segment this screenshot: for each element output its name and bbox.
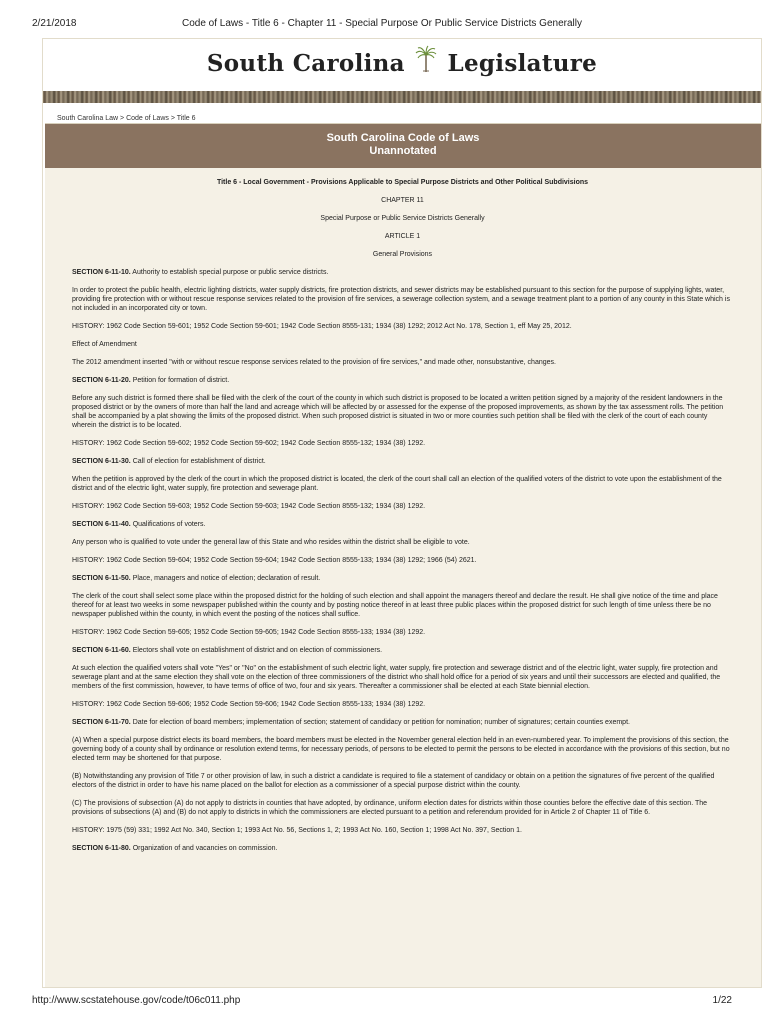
section-paragraph: The clerk of the court shall select some place within the proposed district for the holding of such election and shall appoint the managers thereof and declare the result. He shall give notice of the time and place thereof for at least two weeks in some newspaper published within the county and by posting notice thereof in at least three public places within the proposed district for such length of time unless there be no newspaper published within the county, in which event the posting of the notices shall suffice. <box>72 593 718 618</box>
section-paragraph: At such election the qualified voters shall vote "Yes" or "No" on the establishment of such electric light, water supply, fire protection and sewerage district and of the electric light, water supply, fire protection and sewerage plant and at the same election they shall vote on the election of three commissioners of the district who shall hold office for a period of six years and until their successors are elected and qualified, the members of the first commission, however, to have terms of office of two, four and six years. Thereafter a commissioner shall be elected at each State biennial election. <box>72 665 721 690</box>
palmetto-tree-icon <box>415 45 437 79</box>
section-paragraph: The 2012 amendment inserted "with or without rescue response services related to the provision of fire services," and made other, nonsubstantive, changes. <box>72 359 556 366</box>
section-heading <box>72 268 733 277</box>
breadcrumb[interactable]: South Carolina Law > Code of Laws > Title 6 <box>57 115 196 122</box>
code-header-title: South Carolina Code of Laws <box>326 132 480 144</box>
chapter-number: CHAPTER 11 <box>381 197 424 204</box>
section-paragraph: (B) Notwithstanding any provision of Title 7 or other provision of law, in such a district a candidate is required to file a statement of candidacy or obtain on a petition the signatures of five percent of the qualified electors of the district in order to have his name placed on the ballot for election as a commissioner of a special purpose district within the county. <box>72 773 715 789</box>
section-paragraph: (A) When a special purpose district elects its board members, the board members must be elected in the November general election held in an even-numbered year. To implement the provisions of this section, the governing body of a county shall by ordinance or resolution extend terms, for necessary periods, of persons to be elected to permit the persons to be elected in accordance with the provisions of this section, but no elected term may be shortened for that purpose. <box>72 737 730 762</box>
print-date: 2/21/2018 <box>32 18 77 29</box>
section-number: SECTION 6-11-20. <box>72 377 131 384</box>
section-title: Organization of and vacancies on commission. <box>130 845 278 852</box>
print-page-number: 1/22 <box>712 995 732 1006</box>
section-title: Qualifications of voters. <box>130 521 206 528</box>
section-paragraph: Any person who is qualified to vote under the general law of this State and who resides within the district shall be eligible to vote. <box>72 539 470 546</box>
section-paragraph: HISTORY: 1962 Code Section 59-602; 1952 Code Section 59-602; 1942 Code Section 8555-132; 1934 (38) 1292. <box>72 440 426 447</box>
page-frame <box>42 38 762 988</box>
section-title: Date for election of board members; implementation of section; statement of candidacy or petition for nomination; number of signatures; certain counties exempt. <box>130 719 630 726</box>
section-paragraph: (C) The provisions of subsection (A) do not apply to districts in counties that have adopted, by ordinance, uniform election dates for districts within those counties before the effective date of this section. The provisions of subsections (A) and (B) do not apply to districts in which the commissioners are elected pursuant to a petition and referendum provided for in Article 2 of Chapter 11 of Title 6. <box>72 800 708 816</box>
section-paragraph: HISTORY: 1962 Code Section 59-603; 1952 Code Section 59-603; 1942 Code Section 8555-132; 1934 (38) 1292. <box>72 503 426 510</box>
law-text <box>45 168 761 853</box>
section-number: SECTION 6-11-50. <box>72 575 131 582</box>
code-header <box>45 124 761 168</box>
section-number: SECTION 6-11-10. <box>72 269 131 276</box>
print-document-title: Code of Laws - Title 6 - Chapter 11 - Special Purpose Or Public Service Districts Generally <box>182 18 582 29</box>
section-paragraph: HISTORY: 1962 Code Section 59-605; 1952 Code Section 59-605; 1942 Code Section 8555-133; 1934 (38) 1292. <box>72 629 426 636</box>
print-header <box>32 18 732 32</box>
content-box <box>45 123 761 988</box>
section-number: SECTION 6-11-80. <box>72 845 131 852</box>
section-title: Electors shall vote on establishment of district and on election of commissioners. <box>130 647 383 654</box>
section-heading <box>72 646 733 655</box>
site-title[interactable] <box>43 45 761 79</box>
section-number: SECTION 6-11-60. <box>72 647 131 654</box>
section-paragraph: In order to protect the public health, electric lighting districts, water supply districts, fire protection districts, and sewer districts may be established pursuant to this section for the purpose of supplying lights, water, providing fire protection with or without rescue response services related to the provision of fire services, a sewerage collection system, and a sewage treatment plant to a portion of any county in this State which is not included in an incorporated city or town. <box>72 287 730 312</box>
section-heading <box>72 718 733 727</box>
section-paragraph: Effect of Amendment <box>72 341 137 348</box>
site-banner[interactable] <box>43 39 761 91</box>
section-heading <box>72 574 733 583</box>
section-heading <box>72 457 733 466</box>
site-title-right: Legislature <box>447 50 598 77</box>
section-heading <box>72 844 733 853</box>
article-number: ARTICLE 1 <box>384 233 421 240</box>
title-heading: Title 6 - Local Government - Provisions Applicable to Special Purpose Districts and Other Political Subdivisions <box>216 179 589 186</box>
print-footer <box>32 995 732 1009</box>
site-title-left: South Carolina <box>206 50 405 77</box>
section-title: Petition for formation of district. <box>130 377 230 384</box>
section-title: Place, managers and notice of election; declaration of result. <box>130 575 321 582</box>
section-paragraph: When the petition is approved by the clerk of the court in which the proposed district is located, the clerk of the court shall call an election of the qualified voters of the district to vote upon the establishment of the district and of the electric light, water supply, fire protection and sewerage plant. <box>72 476 722 492</box>
section-heading <box>72 376 733 385</box>
chapter-name: Special Purpose or Public Service Districts Generally <box>320 215 485 222</box>
section-heading <box>72 520 733 529</box>
section-title: Authority to establish special purpose or public service districts. <box>130 269 329 276</box>
section-number: SECTION 6-11-30. <box>72 458 131 465</box>
section-paragraph: HISTORY: 1962 Code Section 59-606; 1952 Code Section 59-606; 1942 Code Section 8555-133; 1934 (38) 1292. <box>72 701 426 708</box>
banner-texture-strip <box>43 91 761 103</box>
section-paragraph: HISTORY: 1962 Code Section 59-604; 1952 Code Section 59-604; 1942 Code Section 8555-133; 1934 (38) 1292; 1966 (54) 2621. <box>72 557 477 564</box>
section-number: SECTION 6-11-70. <box>72 719 131 726</box>
sections-list <box>72 268 733 853</box>
section-paragraph: HISTORY: 1975 (59) 331; 1992 Act No. 340, Section 1; 1993 Act No. 56, Sections 1, 2; 1993 Act No. 160, Section 1; 1998 Act No. 397, Section 1. <box>72 827 522 834</box>
section-paragraph: Before any such district is formed there shall be filed with the clerk of the court of the county in which such district is proposed to be located a written petition signed by a majority of the resident landowners in the proposed district or by the owners of more than half the land and acreage which will be affected by or assessed for the expense of the proposed improvements, as shown by the tax assessment rolls. The petition shall be accompanied by a plat showing the limits of the proposed district. When such proposed district is situated in two or more counties such petition shall be filed with the clerk of the court of each county wherein the district is to be located. <box>72 395 724 429</box>
article-name: General Provisions <box>372 251 433 258</box>
print-url: http://www.scstatehouse.gov/code/t06c011.php <box>32 995 241 1006</box>
section-number: SECTION 6-11-40. <box>72 521 131 528</box>
section-title: Call of election for establishment of district. <box>130 458 266 465</box>
section-paragraph: HISTORY: 1962 Code Section 59-601; 1952 Code Section 59-601; 1942 Code Section 8555-131; 1934 (38) 1292; 2012 Act No. 178, Section 1, eff May 25, 2012. <box>72 323 572 330</box>
code-header-subtitle: Unannotated <box>369 145 437 157</box>
